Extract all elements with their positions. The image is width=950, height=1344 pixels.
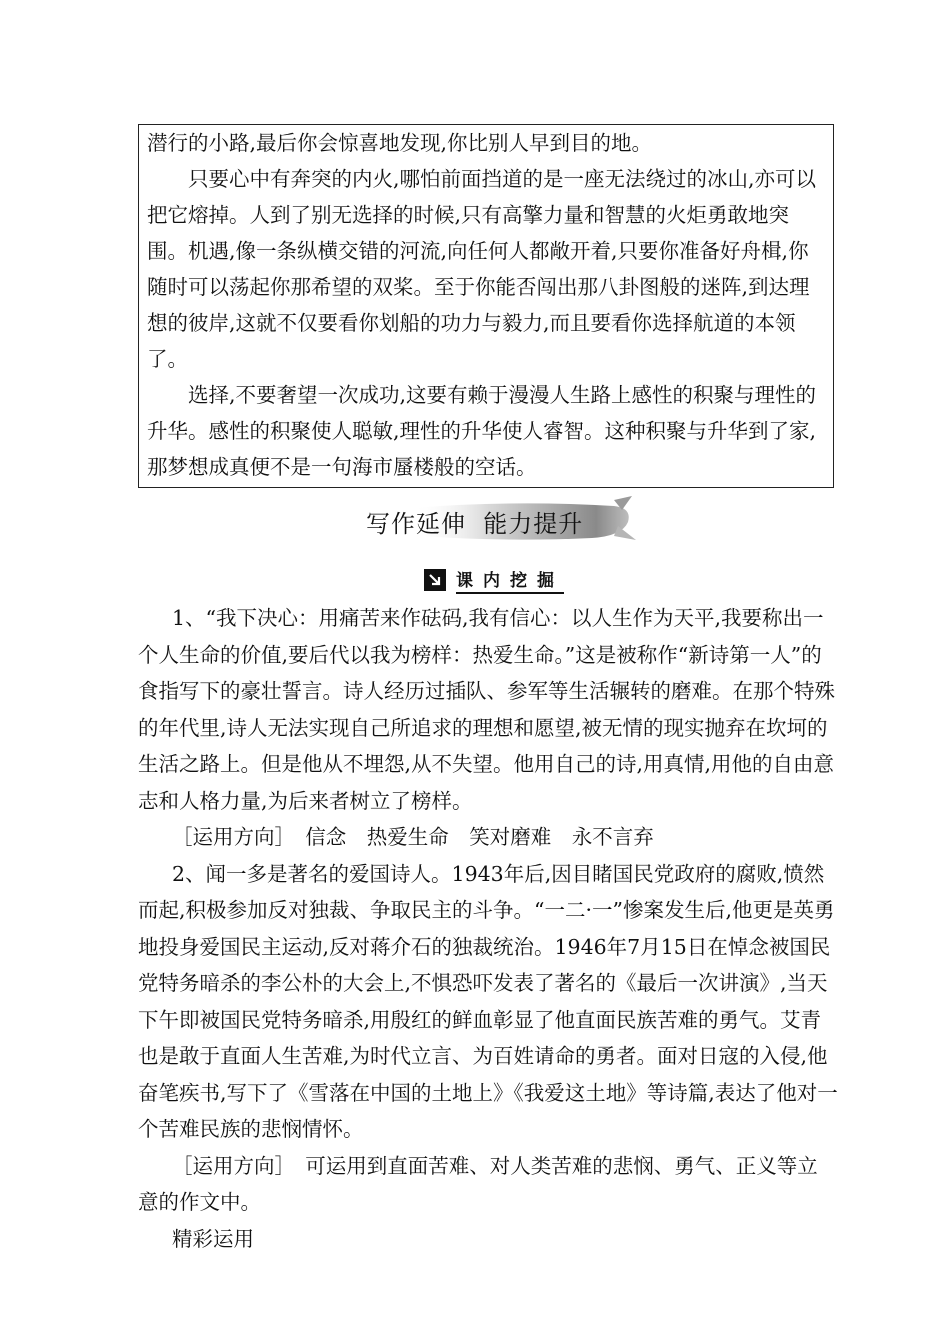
section-banner <box>352 496 638 544</box>
passage-paragraph-3: 选择,不要奢望一次成功,这要有赖于漫漫人生路上感性的积聚与理性的升华。感性的积聚使人聪敏,理性的升华使人睿智。这种积聚与升华到了家,那梦想成真便不是一句海市蜃楼般的空话。 <box>147 383 817 479</box>
passage-paragraph-2: 只要心中有奔突的内火,哪怕前面挡道的是一座无法绕过的冰山,亦可以把它熔掉。人到了别无选择的时候,只有高擎力量和智慧的火炬勇敢地突围。机遇,像一条纵横交错的河流,向任何人都敞开着,只要你准备好舟楫,你随时可以荡起你那希望的双桨。至于你能否闯出那八卦图般的迷阵,到达理想的彼岸,这就不仅要看你划船的功力与毅力,而且要看你选择航道的本领了。 <box>147 167 817 371</box>
sub-heading <box>424 568 564 592</box>
item-2: 2、闻一多是著名的爱国诗人。1943年后,因目睹国民党政府的腐败,愤然而起,积极参加反对独裁、争取民主的斗争。“一二·一”惨案发生后,他更是英勇地投身爱国民主运动,反对蒋介石的独裁统治。1946年7月15日在悼念被国民党特务暗杀的李公朴的大会上,不惧恐吓发表了著名的《最后一次讲演》,当天下午即被国民党特务暗杀,用殷红的鲜血彰显了他直面民族苦难的勇气。艾青也是敢于直面人生苦难,为时代立言、为百姓请命的勇者。面对日寇的入侵,他奋笔疾书,写下了《雪落在中国的土地上》《我爱这土地》等诗篇,表达了他对一个苦难民族的悲悯情怀。 <box>138 861 838 1141</box>
section-title: 写作延伸 能力提升 <box>366 510 584 538</box>
boxed-passage <box>138 124 834 488</box>
closing-heading: 精彩运用 <box>172 1226 254 1251</box>
direction-1: ［运用方向］ 信念 热爱生命 笑对磨难 永不言弃 <box>172 825 654 849</box>
passage-line-1: 潜行的小路,最后你会惊喜地发现,你比别人早到目的地。 <box>147 131 653 155</box>
sub-heading-text: 课内挖掘 <box>456 566 564 594</box>
direction-2: ［运用方向］ 可运用到直面苦难、对人类苦难的悲悯、勇气、正义等立意的作文中。 <box>138 1153 818 1214</box>
body-text <box>138 600 838 1257</box>
arrow-down-right-icon <box>424 569 446 591</box>
item-1: 1、“我下决心：用痛苦来作砝码,我有信心：以人生作为天平,我要称出一个人生命的价值,要后代以我为榜样：热爱生命。”这是被称作“新诗第一人”的食指写下的豪壮誓言。诗人经历过插队、参军等生活辗转的磨难。在那个特殊的年代里,诗人无法实现自己所追求的理想和愿望,被无情的现实抛弃在坎坷的生活之路上。但是他从不埋怨,从不失望。他用自己的诗,用真情,用他的自由意志和人格力量,为后来者树立了榜样。 <box>138 606 835 813</box>
